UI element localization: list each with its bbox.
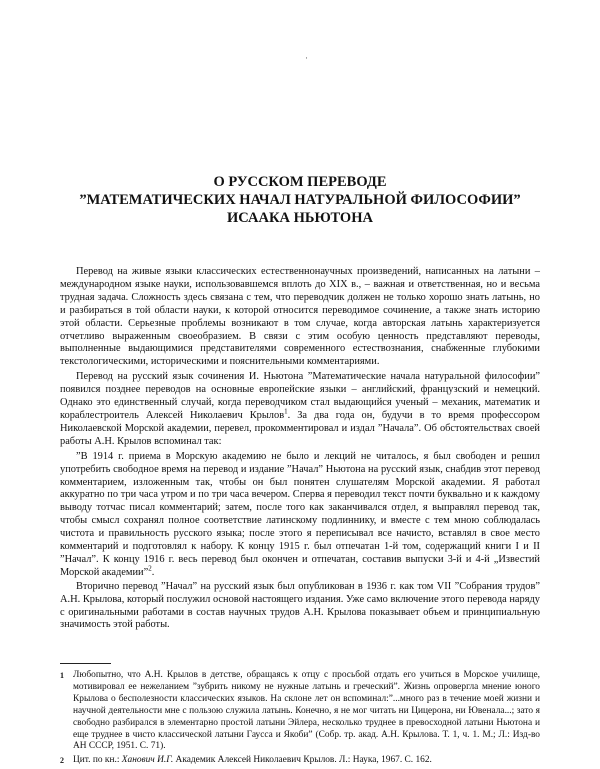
paragraph-newton-rest: . За два года он, будучи в то время профессором Николаевской Морской академии, перевел, прокомментировал и издал ”Начала”. Об обстоятельствах своей работы А.Н. Крылов вспоминал так: <box>60 409 540 447</box>
paragraph-newton-translation <box>60 371 540 448</box>
footnote-2 <box>60 755 540 767</box>
footnote-1-text: Любопытно, что А.Н. Крылов в детстве, обращаясь к отцу с просьбой отдать его учиться в Морское училище, мотивировал ее нежеланием ”зубрить никому не нужные латынь и греческий”. Жизнь опровергла мнение юного Крылова о бесполезности классических языков. На склоне лет он вспоминал:”...много раз в течение моей жизни и научной деятельности мне с пользою служила латынь. Конечно, я не мог читать ни Цицерона, ни Ювенала...; зато я свободно разбирался в элементарно простой латыни Эйлера, несколько труднее в превосходной латыни Ньютона и еще труднее в чисто классической латыни Гаусса и Якоби” (Собр. тр. акад. А.Н. Крылова. Т. 1, ч. 1. М.; Л.: Изд-во АН СССР, 1951. С. 71). <box>73 670 540 752</box>
article-title <box>60 173 540 227</box>
footnote-ref-1: 1 <box>284 407 288 416</box>
quote-end: . <box>151 566 155 578</box>
title-line-1: О РУССКОМ ПЕРЕВОДЕ <box>213 174 387 190</box>
footnote-2-number: 2 <box>60 756 64 766</box>
footnote-2-prefix: Цит. по кн.: <box>73 755 122 766</box>
title-line-3: ИСААКА НЬЮТОНА <box>227 210 373 226</box>
footnote-ref-2: 2 <box>148 564 152 573</box>
footnote-1 <box>60 670 540 753</box>
article-body <box>60 266 540 634</box>
paragraph-newton-text: Перевод на русский язык сочинения И. Ньютона ”Математические начала натуральной философии” появился позднее переводов на основные европейские языки – английский, французский и немецкий. Однако это единственный случай, когда переводчиком стал выдающийся ученый – механик, математик и кораблестроитель Алексей Николаевич Крылов <box>60 371 540 421</box>
footnote-2-rest: Академик Алексей Николаевич Крылов. Л.: Наука, 1967. С. 162. <box>173 755 432 766</box>
paragraph-krylov-quote <box>60 451 540 580</box>
paragraph-second-edition: Вторично перевод ”Начал” на русский язык был опубликован в 1936 г. как том VII ”Собрания трудов” А.Н. Крылова, который послужил основой настоящего издания. Уже само включение этого перевода наряду с оригинальными работами в состав научных трудов А.Н. Крылова показывает объем и принципиальную значимость этой работы. <box>60 580 540 631</box>
page-mark: · <box>305 53 308 63</box>
footnote-2-author: Ханович И.Г. <box>121 755 174 766</box>
footnotes <box>60 670 540 769</box>
quote-text: ”В 1914 г. приема в Морскую академию не было и лекций не читалось, я был свободен и решил употребить свободное время на перевод и издание ”Начал” Ньютона на русский язык, снабдив этот перевод комментарием, изложенным так, чтобы он был понятен слушателям Морской академии. Я работал аккуратно по три часа утром и по три часа вечером. Сперва я переводил текст почти буквально и к каждому выводу тотчас писал комментарий; затем, после того как заканчивался отдел, я выправлял перевод так, чтобы смысл сохранял полное соответствие латинскому подлиннику, и вместе с тем мною соблюдалась чистота и правильность русского языка; после этого я переписывал все начисто, вставлял в свое место комментарий и подготовлял к набору. К концу 1915 г. был отпечатан 1-й том, содержащий книги I и II ”Начал”. К концу 1916 г. весь перевод был окончен и отпечатан, составив выпуски 3-й и 4-й „Известий Морской академии” <box>60 450 540 578</box>
footnote-divider <box>60 663 111 664</box>
footnote-1-number: 1 <box>60 671 64 680</box>
paragraph-intro: Перевод на живые языки классических естественнонаучных произведений, написанных на латыни – международном языке науки, использовавшемся вплоть до XIX в., – важная и ответственная, но и весьма трудная задача. Сложность здесь связана с тем, что переводчик должен не только хорошо знать латынь, но и разбираться в той области науки, к которой относится переводимое сочинение, а также знать историю этой области. Серьезные проблемы возникают в том случае, когда авторская латынь характеризуется отчетливо выраженным своеобразием. В связи с этим особую ценность представляют переводы, выполненные выдающимися представителями современного естествознания, снабженные глубокими текстологическими, историческими и пояснительными комментариями. <box>60 266 540 368</box>
title-line-2: ”МАТЕМАТИЧЕСКИХ НАЧАЛ НАТУРАЛЬНОЙ ФИЛОСОФИИ” <box>79 192 521 208</box>
